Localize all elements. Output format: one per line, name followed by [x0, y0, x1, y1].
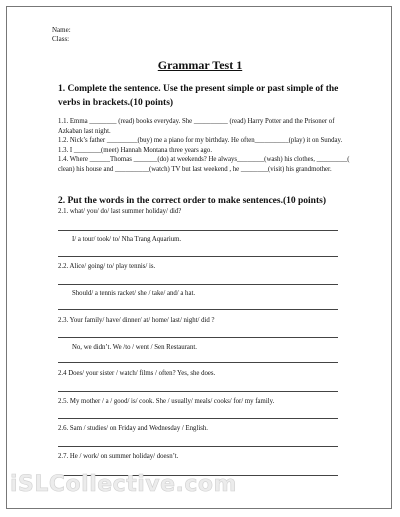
question-2-5: 2.5. My mother / a / good/ is/ cook. She / usually/ meals/ cooks/ for/ my family. [58, 398, 275, 405]
answer-line[interactable] [58, 230, 338, 231]
question-2-6: 2.6. Sam / studies/ on Friday and Wednesday / English. [58, 425, 208, 432]
answer-line[interactable] [58, 309, 338, 310]
answer-line[interactable] [58, 284, 338, 285]
class-label: Class: [52, 35, 70, 43]
answer-line[interactable] [58, 337, 338, 338]
sentence-1-3: 1.3. I ________(meet) Hannah Montana three years ago. [58, 146, 213, 154]
answer-2-3: No, we didn’t. We /to / went / Sen Restaurant. [72, 344, 197, 351]
answer-line[interactable] [58, 391, 338, 392]
answer-line[interactable] [58, 418, 338, 419]
answer-line[interactable] [58, 256, 338, 257]
answer-line[interactable] [58, 446, 338, 447]
question-2-2: 2.2. Alice/ going/ to/ play tennis/ is. [58, 263, 156, 270]
section1-heading: 1. Complete the sentence. Use the present simple or past simple of the verbs in brackets.(10 points) [58, 84, 339, 108]
question-2-7: 2.7. He / work/ on summer holiday/ doesn’t. [58, 453, 179, 460]
question-2-1: 2.1. what/ you/ do/ last summer holiday/ did? [58, 208, 182, 215]
section2-heading: 2. Put the words in the correct order to make sentences.(10 points) [58, 196, 326, 206]
section1-sentences [58, 117, 358, 174]
student-info [52, 26, 71, 44]
name-label: Name: [52, 26, 71, 34]
answer-2-1: I/ a tour/ took/ to/ Nha Trang Aquarium. [72, 236, 182, 243]
watermark-logo: iSLCollective.com [10, 472, 237, 497]
answer-line[interactable] [58, 362, 338, 363]
question-2-4: 2.4 Does/ your sister / watch/ films / often? Yes, she does. [58, 370, 216, 377]
sentence-1-1: 1.1. Emma ________ (read) books everyday. She __________ (read) Harry Potter and the Prisoner of Azkaban last night. [58, 118, 335, 135]
answer-2-2: Should/ a tennis racket/ she / take/ and/ a hat. [72, 290, 196, 297]
sentence-1-4: 1.4. Where ______Thomas _______(do) at weekends? He always________(wash) his clothes, _________( clean) his house and __________(watch) TV but last weekend , he ________(visit) his grandmother. [58, 156, 350, 173]
test-title: Grammar Test 1 [157, 58, 243, 72]
sentence-1-2: 1.2. Nick’s father _________(buy) me a piano for my birthday. He often__________(play) it on Sunday. [58, 137, 343, 144]
question-2-3: 2.3. Your family/ have/ dinner/ at/ home/ last/ night/ did ? [58, 317, 215, 324]
